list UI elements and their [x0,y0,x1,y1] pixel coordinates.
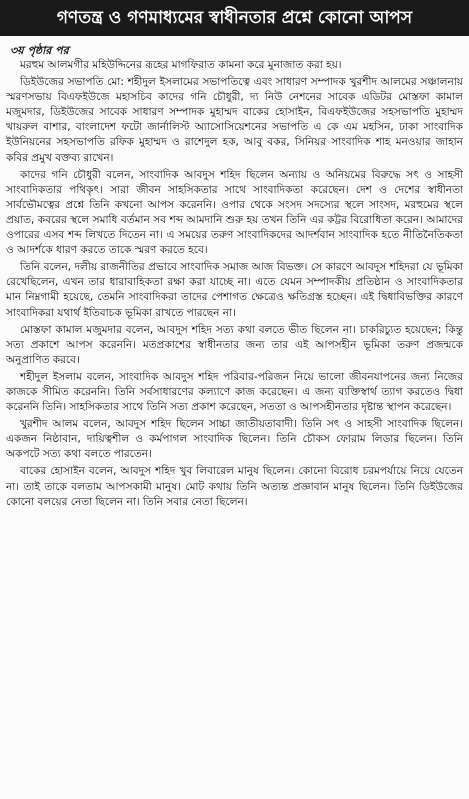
article-body [6,58,463,798]
paragraph: বাকের হোসাইন বলেন, আবদুস শহিদ খুব লিবারেল মানুষ ছিলেন। কোনো বিরোধ চরমপর্যায়ে নিয়ে যেতেন না। তাই তাকে বলতাম আপসকামী মানুষ। মোট কথায় তিনি অত্যন্ত প্রজ্ঞাবান মানুষ ছিলেন। তিনি ডিইউজের কোনো বলয়ের নেতা ছিলেন না। তিনি সবার নেতা ছিলেন। [6,465,463,508]
paragraph: মরহুম আলমগীর মহিউদ্দিনের রূহের মাগফিরাত কামনা করে মুনাজাত করা হয়। [20,59,342,71]
paragraph: খুরশীদ আলম বলেন, আবদুস শহিদ ছিলেন সাচ্চা জাতীয়তাবাদী। তিনি সৎ ও সাহসী সাংবাদিক ছিলেন। একজন নিষ্ঠাবান, দায়িত্বশীল ও কর্মপাগল সাংবাদিক ছিলেন। তিনি চৌকস ফোরাম লিডার ছিলেন। তিনি অকপটে সত্য কথা বলতে পারতেন। [6,418,463,461]
paragraph: কাদের গনি চৌধুরী বলেন, সাংবাদিক আবদুস শহিদ ছিলেন অন্যায় ও অনিয়মের বিরুদ্ধে সৎ ও সাহসী সাংবাদিকতার পথিকৃৎ। সারা জীবন সাহসিকতার সাথে সাংবাদিকতা করেছেন। দেশ ও দেশের স্বাধীনতা সার্বভৌমত্বের প্রশ্নে তিনি কখনো আপস করেননি। ওপার থেকে সংসদ সদস্যের স্থলে সাংসদ, মরহুমের স্থলে প্রয়াত, কবরের স্থলে সমাধি বর্তমান সব শব্দ আমদানি শুরু হয় তখন তিনি এর কট্টর বিরোধিতা করেন। আমাদের ওপারের এসব শব্দ লিখতে দিতেন না। এ সময়ের তরুণ সাংবাদিকদের আদর্শবান সাংবাদিক হতে নীতিনৈতিকতা ও আদর্শকে ধারণ করতে তাকে স্মরণ করতে হবে। [6,168,463,257]
continued-from-label: ৩য় পৃষ্ঠার পর [10,44,69,57]
paragraph: ডিইউজের সভাপতি মো: শহীদুল ইসলামের সভাপতিত্বে এবং সাধারণ সম্পাদক খুরশীদ আলমের সঞ্চালনায় স্মরণসভায় বিএফইউজে মহাসচিব কাদের গনি চৌধুরী, দ্য নিউ নেশনের সাবেক এডিটর মোস্তফা কামাল মজুমদার, ডিইউজের সাবেক সাধারণ সম্পাদক মুহাম্মদ বাকের হোসাইন, বিএফইউজের সহসভাপতি মুহাম্মদ খায়রুল বাশার, বাংলাদেশ ফটো জার্নালিস্ট অ্যাসোসিয়েশনের সভাপতি এ কে এম মহসিন, ঢাকা সাংবাদিক ইউনিয়নের সহসভাপতি রফিক মুহাম্মদ ও রাশেদুল হক, আবু বকর, সিনিয়র সাংবাদিক শাহ মনওয়ার জাহান কবির প্রমুখ বক্তব্য রাখেন। [6,76,463,164]
paragraph: শহীদুল ইসলাম বলেন, সাংবাদিক আবদুস শহিদ পরিবার-পরিজন নিয়ে ভালো জীবনযাপনের জন্য নিজের কাজকে সীমিত করেননি। তিনি সর্বসাধারণের কল্যাণে কাজ করেছেন। এ জন্য ব্যক্তিস্বার্থ ত্যাগ করতেও দ্বিধা করেননি তিনি। সাহসিকতার সাথে তিনি সত্য প্রকাশ করেছেন, সততা ও আপসহীনতার দৃষ্টান্ত স্থাপন করেছেন। [6,370,463,414]
headline: গণতন্ত্র ও গণমাধ্যমের স্বাধীনতার প্রশ্নে কোনো আপস [0,0,469,36]
paragraph: তিনি বলেন, দলীয় রাজনীতির প্রভাবে সাংবাদিক সমাজ আজ বিভক্ত। সে কারণে আবদুস শহিদরা যে ভূমিকা রেখেছিলেন, এখন তার ধারাবাহিকতা রক্ষা করা যাচ্ছে না। এতে যেমন সম্পাদকীয় প্রতিষ্ঠান ও সাংবাদিকতার মান নিম্নগামী হয়েছে, তেমনি সাংবাদিকরা তাদের পেশাগত ক্ষেত্রেও ক্ষতিগ্রস্ত হচ্ছেন। এই দ্বিধাবিভক্তির কারণে সাংবাদিকরা যথার্থ ইতিবাচক ভূমিকা রাখতে পারছেন না। [6,261,463,319]
paragraph: মোস্তফা কামাল মজুমদার বলেন, আবদুস শহিদ সত্য কথা বলতে ভীত ছিলেন না। চাকরিচ্যুত হয়েছেন; কিন্তু সত্য প্রকাশে আপস করেননি। মতপ্রকাশের স্বাধীনতার জন্য তার এই আপসহীন ভূমিকা তরুণ প্রজন্মকে অনুপ্রাণিত করবে। [6,323,463,366]
